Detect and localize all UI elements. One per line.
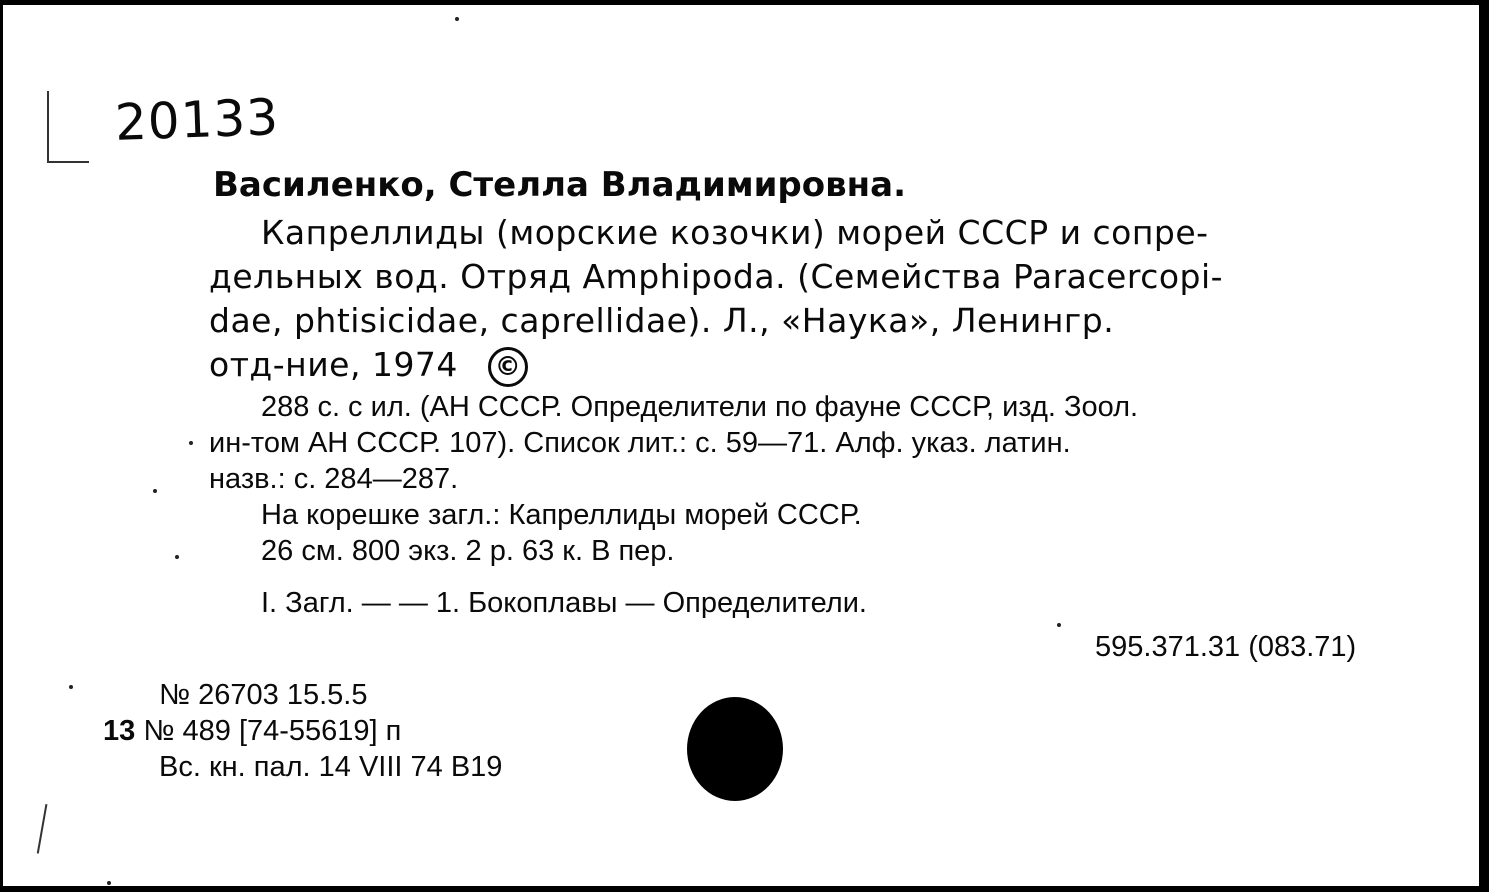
catalog-card (3, 5, 1479, 886)
speck (189, 441, 193, 445)
footer-line-2-prefix: 13 (103, 715, 136, 747)
handwritten-card-number: 20133 (114, 88, 281, 152)
description-line-1: 288 с. с ил. (АН СССР. Определители по фауне СССР, изд. Зоол. (261, 391, 1139, 423)
author-heading: Василенко, Стелла Владимировна. (213, 165, 906, 205)
title-line-3: dae, phtisicidae, caprellidae). Л., «Наука», Ленингр. (209, 301, 1115, 340)
copyright-icon: © (488, 347, 528, 387)
footer-line-1: № 26703 15.5.5 (159, 679, 368, 711)
footer-line-2 (103, 715, 401, 748)
title-line-1: Капреллиды (морские козочки) морей СССР и сопре- (261, 213, 1209, 252)
description-line-3: назв.: с. 284—287. (209, 463, 459, 495)
speck (455, 17, 459, 21)
publication-year-text: отд-ние, 1974 (209, 345, 458, 384)
footer-line-2-text: № 489 [74-55619] п (143, 715, 402, 747)
speck (1057, 623, 1061, 627)
speck (107, 881, 111, 885)
footer-line-3: Вс. кн. пал. 14 VIII 74 В19 (159, 751, 503, 783)
speck (153, 489, 157, 493)
spine-title-note: На корешке загл.: Капреллиды морей СССР. (261, 499, 862, 531)
description-line-2: ин-том АН СССР. 107). Список лит.: с. 59—71. Алф. указ. латин. (209, 427, 1071, 459)
punch-hole (687, 697, 783, 801)
physical-description: 26 см. 800 экз. 2 р. 63 к. В пер. (261, 535, 675, 567)
udc-classification: 595.371.31 (083.71) (1095, 631, 1357, 663)
speck (69, 685, 73, 689)
speck (175, 555, 179, 559)
title-line-2: дельных вод. Отряд Amphipoda. (Семейства Paracercopi- (209, 257, 1224, 296)
corner-stamp-mark (47, 91, 89, 163)
subject-headings: I. Загл. — — 1. Бокоплавы — Определители. (261, 587, 867, 619)
title-line-4 (209, 345, 528, 387)
pencil-mark (37, 804, 61, 856)
